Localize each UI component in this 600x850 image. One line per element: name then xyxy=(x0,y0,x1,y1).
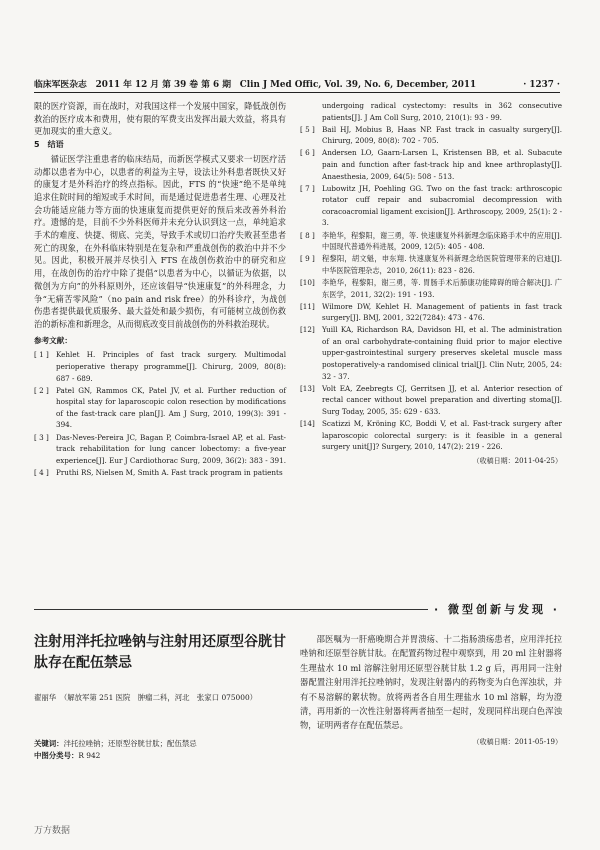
case-report xyxy=(300,632,562,749)
reference-number: [ 4 ] xyxy=(34,467,49,477)
reference-text: 程黎阳，胡文魁，申东翔. 快速康复外科新理念给医院管理带来的启迪[J]. 中华医院管理杂志，2010, 26(11): 823 - 826. xyxy=(322,254,562,275)
reference-number xyxy=(300,100,322,123)
reference-item xyxy=(300,100,562,123)
running-header xyxy=(34,74,560,93)
article-received-date: （收稿日期：2011-05-19） xyxy=(472,737,562,746)
banner-title: · 微型创新与发现 · xyxy=(433,603,560,616)
reference-item xyxy=(300,183,562,229)
reference-text: Scatizzi M, Kröning KC, Boddi V, et al. Fast-track surgery after laparoscopic colorectal surgery: is it feasible in a general surgery unit[J]? Surgery, 2010, 147(2): 219 - 226. xyxy=(322,419,562,452)
reference-item xyxy=(34,467,286,479)
reference-text: undergoing radical cystectomy: results in 362 consecutive patients[J]. J Am Coll Surg, 2010, 210(1): 93 - 99. xyxy=(322,101,562,122)
section-title-conclusion: 5 结语 xyxy=(34,140,64,150)
left-column xyxy=(34,100,286,479)
reference-item xyxy=(300,124,562,147)
reference-number: [ 1 ] xyxy=(34,350,49,360)
reference-text: Kehlet H. Principles of fast track surgery. Multimodal perioperative therapy programme[J]. Chirurg, 2009, 80(8): 687 - 689. xyxy=(56,350,286,383)
conclusion-paragraph: 循证医学注重患者的临床结局，而新医学模式又要求一切医疗活动都以患者为中心，以患者的利益为主导，设法让外科患者既快又好的康复才是外科治疗的终点指标。因此，FTS 的“快速”绝不是单纯追求住院时间的缩短或手术时间，而是通过促进患者生理、心理及社会功能适应能力等方面的快速康复而提供更好的预后来改善外科治疗。遗憾的是，目前不少外科医师并未充分认识到这一点，单纯追求手术的难度、快捷、彻底、完美，导致手术或切口治疗失败甚至患者死亡的现象，在外科临床特别是在复杂和严重战创伤的救治中并不少见。因此，积极开展并尽快引入 FTS 在战创伤救治中的研究和应用，在战创伤的治疗中除了提倡“以患者为中心，以循证为依据，以微创为方向”的外科原则外，还应该倡导“快速康复”的外科理念，力争“无痛苦零风险”（no pain and risk free）的外科诊疗，为战创伤患者提供最优质服务、最大益处和最少损伤，有可能树立战创伤救治的新标准和新理念，从而彻底改变目前战创伤的外科救治现状。 xyxy=(34,153,286,329)
reference-item xyxy=(300,277,562,300)
reference-text: Lubowitz JH, Poehling GG. Two on the fast track: arthroscopic rotator cuff repair and subacromial decompression with coracoacromial ligament excision[J]. Arthroscopy, 2009, 25(1): 2 - 3. xyxy=(322,183,562,228)
reference-item xyxy=(300,324,562,382)
header-journal-info: 临床军医杂志 2011 年 12 月 第 39 卷 第 6 期 Clin J Med Offic, Vol. 39, No. 6, December, 2011 xyxy=(34,80,477,90)
reference-text: Wilmore DW, Kehlet H. Management of patients in fast track surgery[J]. BMJ, 2001, 322(7284): 473 - 476. xyxy=(322,301,562,323)
reference-number: [11] xyxy=(300,301,315,311)
article-title: 注射用泮托拉唑钠与注射用还原型谷胱甘肽存在配伍禁忌 xyxy=(34,634,286,671)
reference-text: Andersen LO, Gaarn-Larsen L, Kristensen BB, et al. Subacute pain and function after fast-track hip and knee arthroplasty[J]. Anaesthesia, 2009, 64(5): 508 - 513. xyxy=(322,148,562,181)
classification-value: R 942 xyxy=(78,751,101,760)
reference-item xyxy=(34,349,286,384)
right-column xyxy=(300,100,562,468)
reference-number: [10] xyxy=(300,277,315,287)
reference-number: [ 6 ] xyxy=(300,148,315,158)
reference-number: [12] xyxy=(300,325,315,335)
reference-number: [ 3 ] xyxy=(34,432,49,442)
reference-number: [ 7 ] xyxy=(300,183,315,193)
case-body: 邵医嘱为一肝癌晚期合并胃溃疡、十二指肠溃疡患者，应用泮托拉唑钠和还原型谷胱甘肽。在配置药物过程中观察到，用 20 ml 注射器将生理盐水 10 ml 溶解注射用还原型谷胱甘肽 1.2 g 后，再用同一注射器配置注射用泮托拉唑钠时，发现注射器内的药物变为白色浑浊状，并有不易溶解的絮状物。放将两者各自用生理盐水 10 ml 溶解，均为澄清，再用新的一次性注射器将两者抽至一起时，发现同样出现白色浑浊物，证明两者存在配伍禁忌。 xyxy=(300,634,562,731)
reference-item xyxy=(300,230,562,253)
section-banner xyxy=(34,598,560,620)
banner-rule xyxy=(34,609,428,610)
classification-label: 中图分类号： xyxy=(34,751,79,760)
keywords-value: 泮托拉唑钠；还原型谷胱甘肽；配伍禁忌 xyxy=(63,739,197,748)
reference-text: Volt EA, Zeebregts CJ, Gerritsen JJ, et al. Anterior resection of rectal cancer without bowel preparation and diverting stoma[J]. Surg Today, 2005, 35: 629 - 633. xyxy=(322,383,562,416)
keywords-block xyxy=(34,738,296,762)
reference-text: Yuill KA, Richardson RA, Davidson HI, et al. The administration of an oral carbohydrate-containing fluid prior to major elective upper-gastrointestinal surgery preserves skeletal muscle mass postoperatively-a randomised clinical trial[J]. Clin Nutr, 2005, 24: 32 - 37. xyxy=(322,325,562,381)
right-reference-list xyxy=(300,100,562,453)
reference-number: [ 2 ] xyxy=(34,385,49,395)
reference-item xyxy=(34,385,286,431)
reference-text: 李艳华，程黎阳，谢三勇，等. 快速康复外科新理念临床路手术中的应用[J]. 中国现代普通外科进展，2009, 12(5): 405 - 408. xyxy=(322,230,562,252)
reference-text: Das-Neves-Pereira JC, Bagan P, Coimbra-Israel AP, et al. Fast-track rehabilitation for lung cancer lobectomy: a five-year experience[J]. Eur J Cardiothorac Surg, 2009, 36(2): 383 - 391. xyxy=(56,432,286,465)
reference-item xyxy=(300,253,562,276)
intro-paragraph: 限的医疗资源，而在战时，对我国这样一个发展中国家，降低战创伤救治的医疗成本和费用，使有限的军费支出发挥出最大效益，将具有更加现实的重大意义。 xyxy=(34,101,286,137)
watermark-footer: 万方数据 xyxy=(34,826,71,836)
references-title: 参考文献： xyxy=(34,335,72,345)
reference-item xyxy=(300,147,562,182)
keywords-line xyxy=(34,738,296,750)
header-page-number: · 1237 · xyxy=(523,80,560,90)
left-reference-list xyxy=(34,349,286,478)
reference-text: Pruthi RS, Nielsen M, Smith A. Fast track program in patients xyxy=(56,467,283,477)
reference-number: [ 5 ] xyxy=(300,124,315,134)
reference-text: Patel GN, Rammos CK, Patel JV, et al. Further reduction of hospital stay for laparoscopic colon resection by modifications of the fast-track care plan[J]. Am J Surg, 2010, 199(3): 391 - 394. xyxy=(56,385,286,430)
reference-number: [ 8 ] xyxy=(300,230,315,240)
reference-number: [14] xyxy=(300,419,315,429)
classification-line xyxy=(34,750,296,762)
article-author: 翟丽华 （解放军第 251 医院 肿瘤二科，河北 张家口 075000） xyxy=(34,693,258,702)
reference-text: Bail HJ, Mobius B, Haas NP. Fast track in casualty surgery[J]. Chirurg, 2009, 80(8): 702 - 705. xyxy=(322,124,562,146)
reference-item xyxy=(300,383,562,418)
reference-number: [13] xyxy=(300,383,315,393)
reference-item xyxy=(300,301,562,324)
reference-number: [ 9 ] xyxy=(300,254,315,264)
reference-text: 李艳华，程黎阳，谢三勇，等. 胃肠手术后肺康功能障碍的暗合解决[J]. 广东医学，2011, 32(2): 191 - 193. xyxy=(322,277,562,299)
reference-item xyxy=(300,418,562,453)
reference-item xyxy=(34,432,286,467)
keywords-label: 关键词： xyxy=(34,739,64,748)
received-date: （收稿日期：2011-04-25） xyxy=(472,456,562,465)
